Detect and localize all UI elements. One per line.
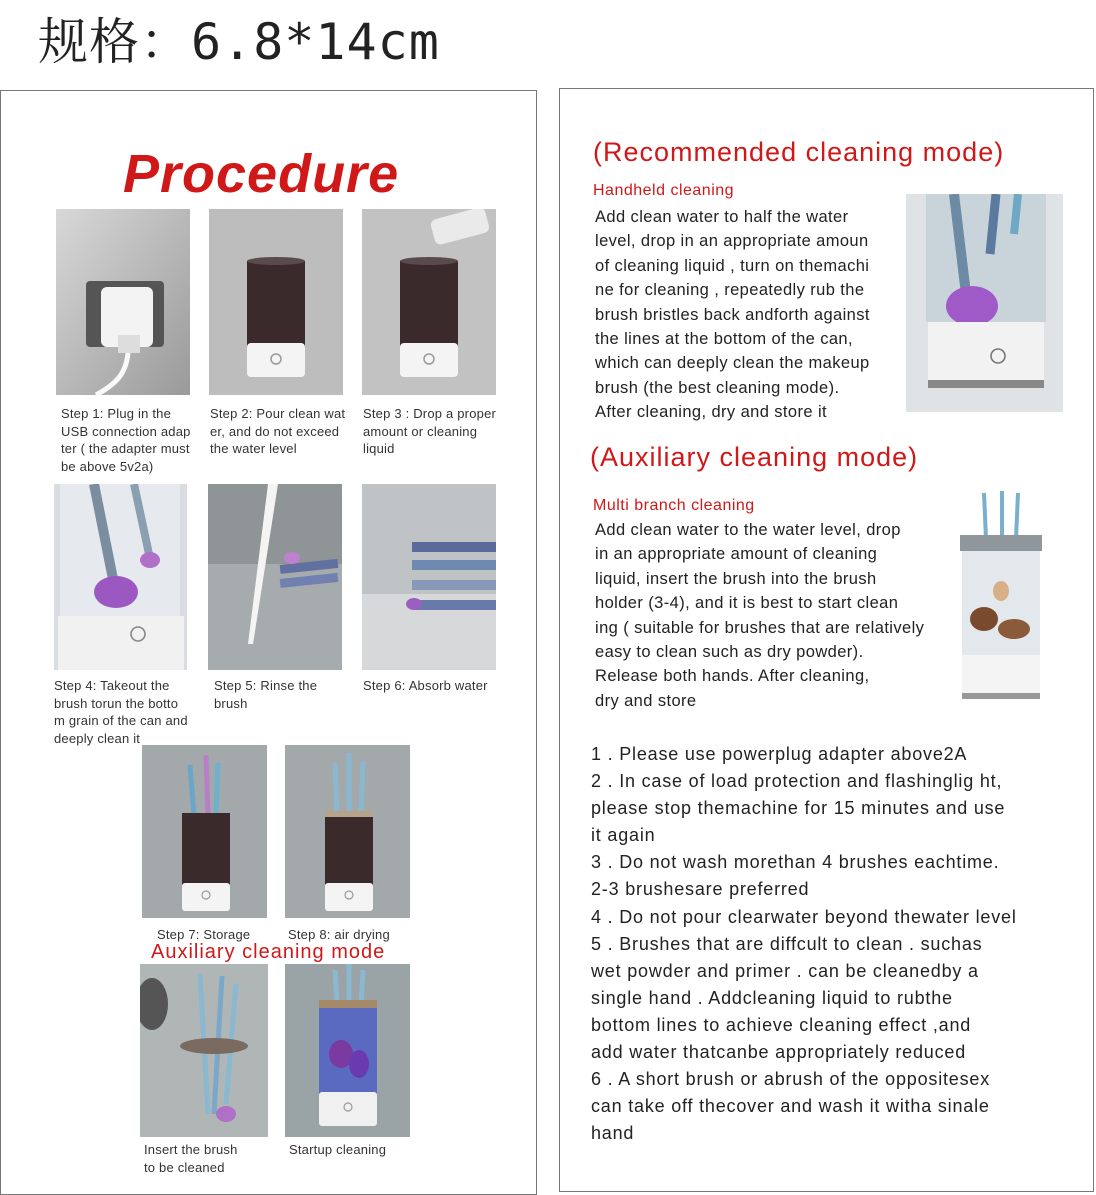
multi-branch-image xyxy=(956,491,1046,705)
insert-brush-image xyxy=(140,964,268,1137)
step-4-image xyxy=(54,484,187,670)
insert-brush-caption: Insert the brush to be cleaned xyxy=(144,1142,238,1175)
startup-cleaning-image xyxy=(285,964,410,1137)
multi-branch-label: Multi branch cleaning xyxy=(593,497,755,514)
auxiliary-mode-heading: Auxiliary cleaning mode xyxy=(151,941,386,963)
handheld-label: Handheld cleaning xyxy=(593,182,735,199)
usage-notes: 1 . Please use powerplug adapter above2A 2 . In case of load protection and flashinglig ht, please stop themachine for 15 minutes and use it again 3 . Do not wash morethan 4 brushes eachtime. 2-3 brushesare preferred 4 . Do not pour clearwater beyond thewater level 5 . Brushes that are diffcult to clean . suchas wet powder and primer . can be cleanedby a single hand . Addcleaning liquid to rubthe bottom lines to achieve cleaning effect ,and add water thatcanbe appropriately reduced 6 . A short brush or abrush of the oppositesex can take off thecover and wash it witha sinale hand xyxy=(591,744,1017,1144)
step-5-image xyxy=(208,484,342,670)
step-5-caption: Step 5: Rinse the brush xyxy=(214,678,318,711)
step-7-caption: Step 7: Storage xyxy=(157,927,251,942)
step-7-image xyxy=(142,745,267,918)
auxiliary-mode-heading-right: (Auxiliary cleaning mode) xyxy=(590,442,919,472)
step-1-caption: Step 1: Plug in the USB connection adap ter ( the adapter must be above 5v2a) xyxy=(61,406,191,474)
step-2-caption: Step 2: Pour clean wat er, and do not exceed the water level xyxy=(210,406,346,456)
startup-cleaning-caption: Startup cleaning xyxy=(289,1142,387,1157)
procedure-panel xyxy=(0,90,537,1195)
spec-label: 规格：6.8*14cm xyxy=(38,13,440,71)
multi-branch-instructions: Add clean water to the water level, drop in an appropriate amount of cleaning liquid, insert the brush into the brush holder (3-4), and it is best to start clean ing ( suitable for brushes that are relatively easy to clean such as dry powder). Release both hands. After cleaning, dry and store xyxy=(595,521,925,710)
step-8-image xyxy=(285,745,410,918)
step-1-image xyxy=(56,209,190,395)
step-4-caption: Step 4: Takeout the brush torun the botto m grain of the can and deeply clean it xyxy=(54,678,188,746)
step-6-caption: Step 6: Absorb water xyxy=(363,678,488,693)
step-6-image xyxy=(362,484,496,670)
handheld-instructions: Add clean water to half the water level, drop in an appropriate amoun of cleaning liquid , turn on themachi ne for cleaning , repeatedly rub the brush bristles back andforth against the lines at the bottom of the can, which can deeply clean the makeup brush (the best cleaning mode). After cleaning, dry and store it xyxy=(595,208,870,422)
step-2-image xyxy=(209,209,343,395)
step-3-image xyxy=(362,209,496,395)
procedure-title: Procedure xyxy=(123,144,400,204)
step-8-caption: Step 8: air drying xyxy=(288,927,390,942)
handheld-image xyxy=(906,194,1063,412)
recommended-mode-heading: (Recommended cleaning mode) xyxy=(593,137,1005,167)
instructions-panel xyxy=(559,88,1094,1192)
step-3-caption: Step 3 : Drop a proper amount or cleaning liquid xyxy=(363,406,497,456)
